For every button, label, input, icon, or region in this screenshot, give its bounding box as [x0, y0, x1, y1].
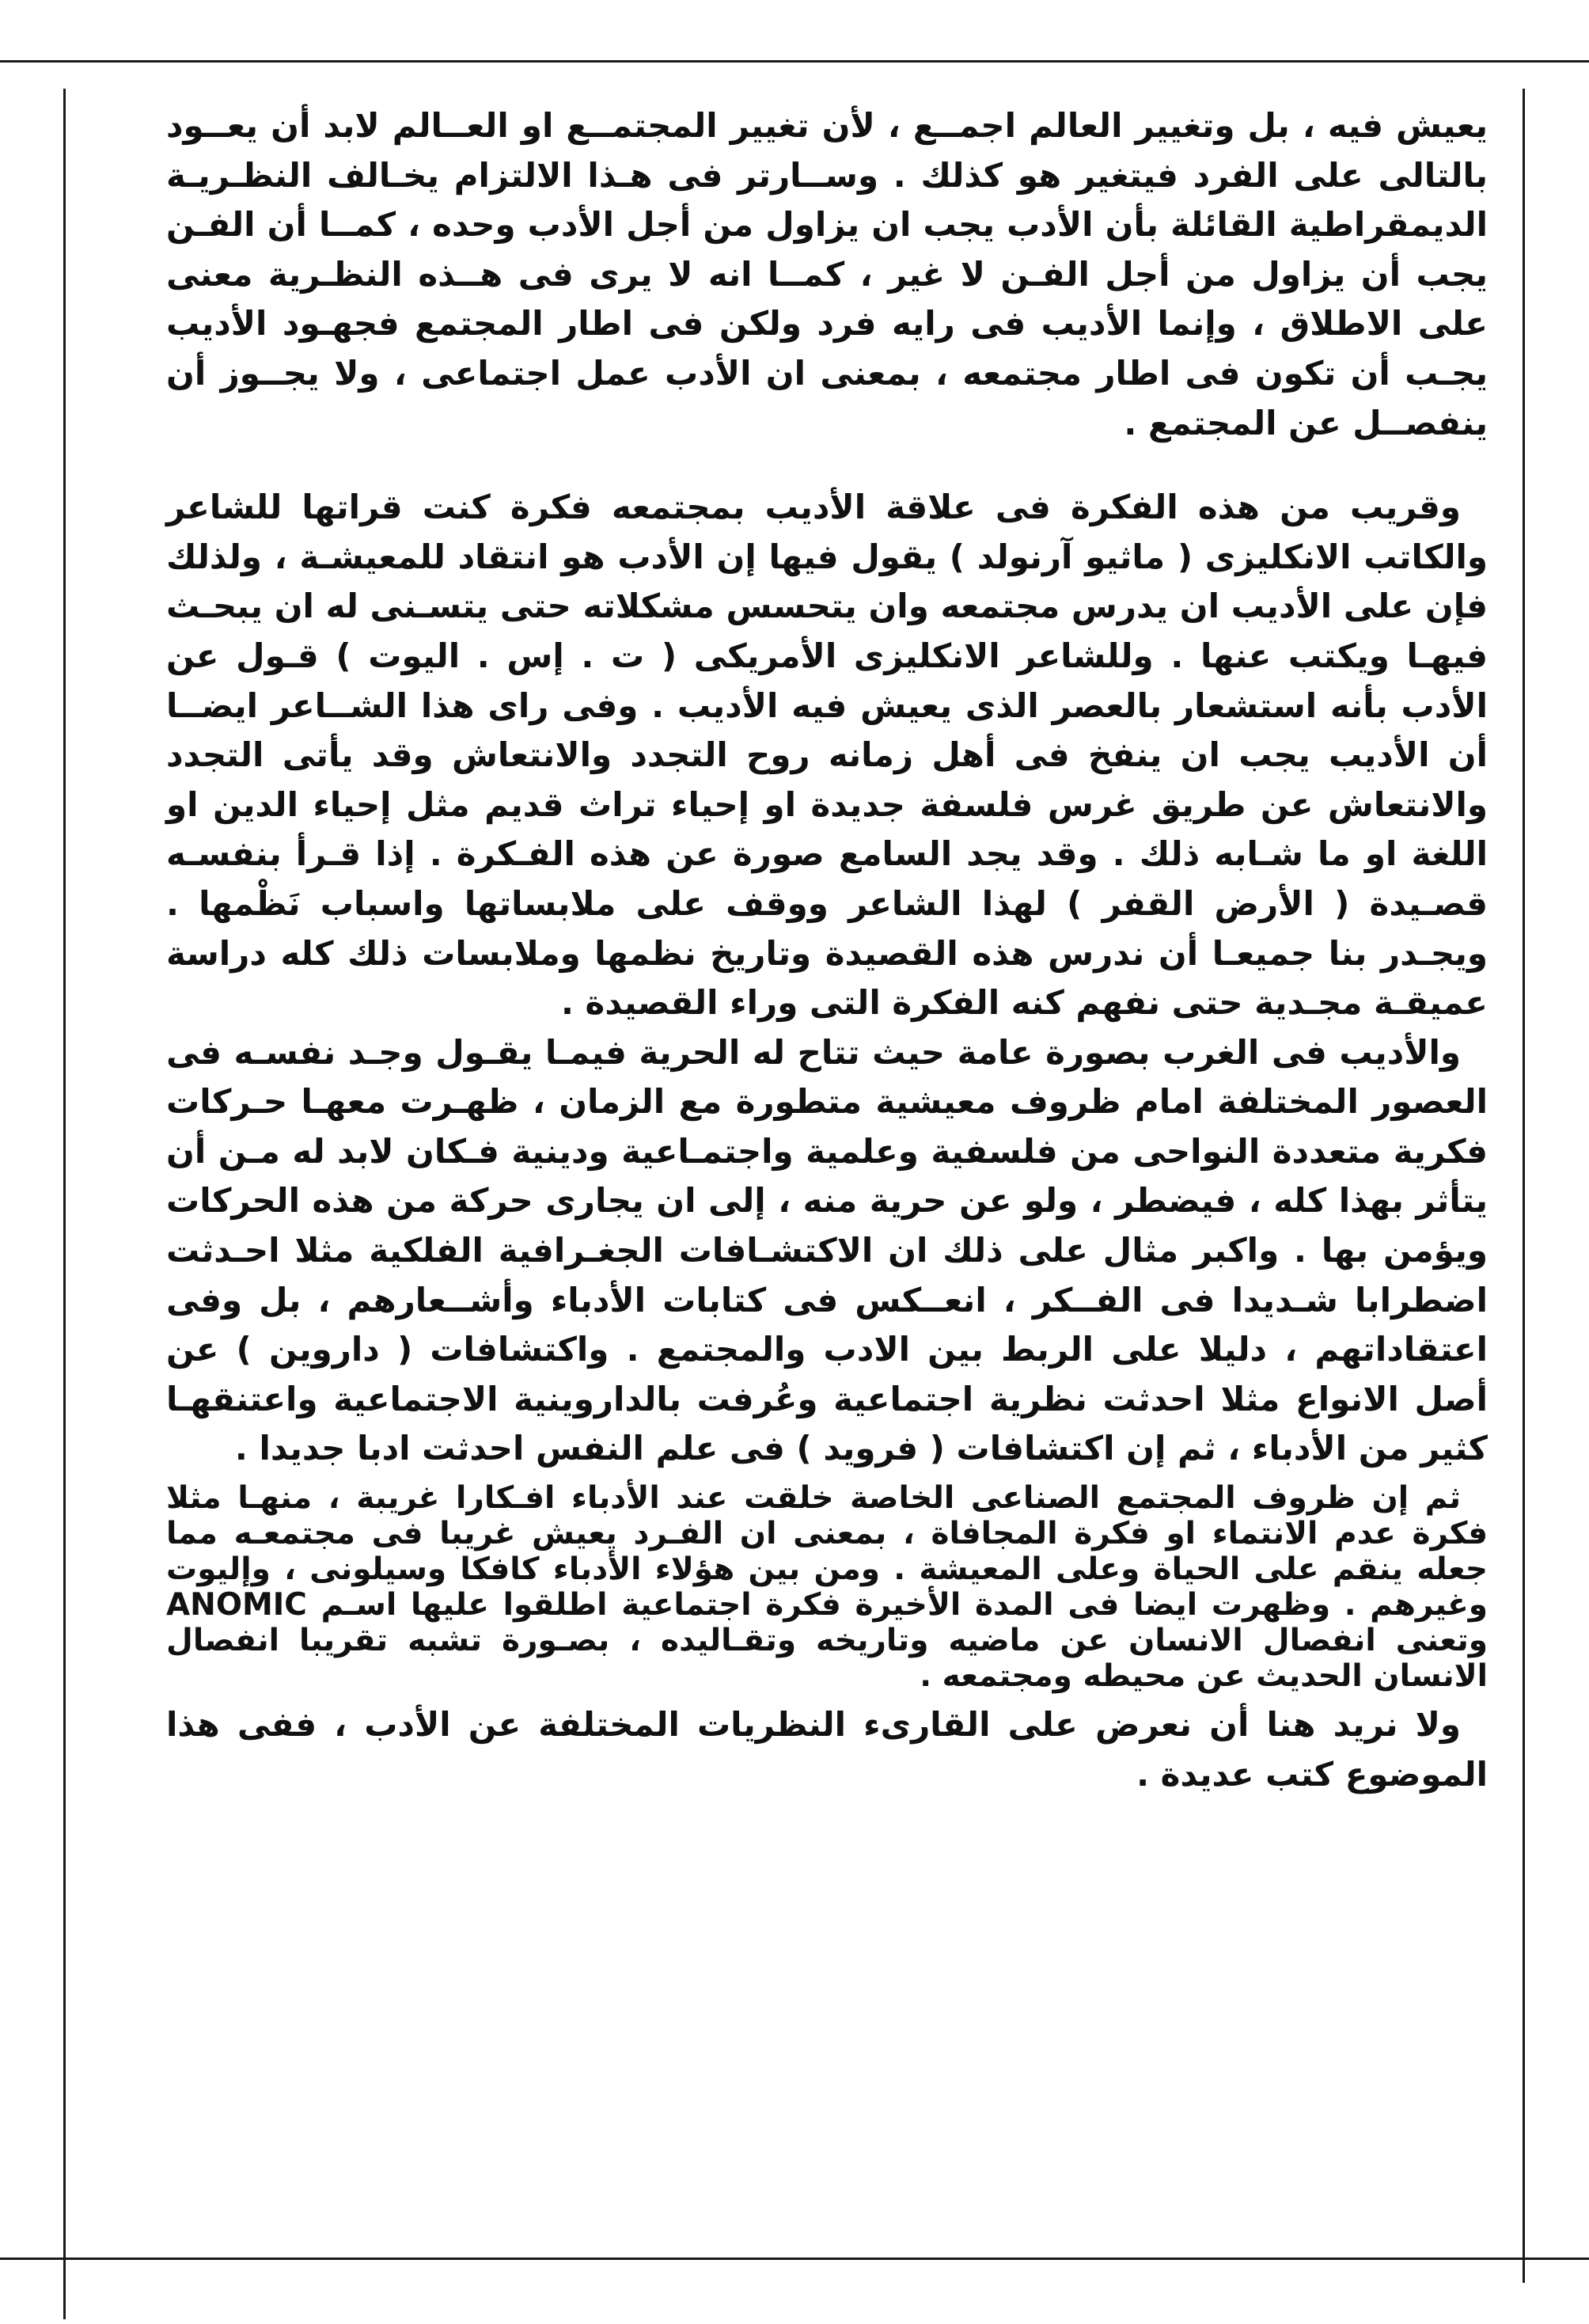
top-rule [0, 60, 1589, 63]
bottom-rule [0, 2258, 1589, 2260]
right-margin-rule [1523, 89, 1525, 2283]
paragraph-4: ثم إن ظروف المجتمع الصناعى الخاصة خلقت عند الأدباء افـكارا غريبة ، منهـا مثلا فكرة عدم الانتماء او فكرة المجافاة ، بمعنى ان الفـرد يعيش غريبا فى مجتمعـه مما جعله ينقم على الحياة وعلى المعيشة . ومن بين هؤلاء الأدباء كافكا وسيلونى ، وإليوت وغيرهم . وظهرت ايضا فى المدة الأخيرة فكرة اجتماعية اطلقوا عليها اسـم ANOMIC وتعنى انفصال الانسان عن ماضيه وتاريخه وتقـاليده ، بصـورة تشبه تقريبا انفصال الانسان الحديث عن محيطه ومجتمعه . [166, 1480, 1488, 1695]
paragraph-1: يعيش فيه ، بل وتغيير العالم اجمــع ، لأن تغيير المجتمــع او العــالم لابد أن يعــود بالتالى على الفرد فيتغير هو كذلك . وســارتر فى هـذا الالتزام يخـالف النظـريـة الديمقراطية القائلة بأن الأدب يجب ان يزاول من أجل الأدب وحده ، كمــا أن الفـن يجب أن يزاول من أجل الفـن لا غير ، كمــا انه لا يرى فى هــذه النظـرية معنى على الاطلاق ، وإنما الأديب فى رايه فرد ولكن فى اطار المجتمع فجهـود الأديب يجـب أن تكون فى اطار مجتمعه ، بمعنى ان الأدب عمل اجتماعى ، ولا يجــوز أن ينفصــل عن المجتمع . [166, 106, 1488, 442]
left-margin-rule [63, 89, 66, 2319]
page-body [166, 101, 1488, 1799]
paragraph-3: والأديب فى الغرب بصورة عامة حيث تتاح له الحرية فيمـا يقـول وجـد نفسـه فى العصور المختلفة امام ظروف معيشية متطورة مع الزمان ، ظهـرت معهـا حـركات فكرية متعددة النواحى من فلسفية وعلمية واجتمـاعية ودينية فـكان لابد له مـن أن يتأثر بهذا كله ، فيضطر ، ولو عن حرية منه ، إلى ان يجارى حركة من هذه الحركات ويؤمن بها . واكبر مثال على ذلك ان الاكتشـافات الجغـرافية الفلكية مثلا احـدثت اضطرابا شـديدا فى الفــكر ، انعــكس فى كتابات الأدباء وأشــعارهم ، بل وفى اعتقاداتهم ، دليلا على الربط بين الادب والمجتمع . واكتشافات ( داروين ) عن أصل الانواع مثلا احدثت نظرية اجتماعية وعُرفت بالداروينية الاجتماعية واعتنقهـا كثير من الأدباء ، ثم إن اكتشافات ( فرويد ) فى علم النفس احدثت ادبا جديدا . [166, 1032, 1488, 1468]
paragraph-2: وقريب من هذه الفكرة فى علاقة الأديب بمجتمعه فكرة كنت قراتها للشاعر والكاتب الانكليزى ( ماثيو آرنولد ) يقول فيها إن الأدب هو انتقاد للمعيشـة ، ولذلك فإن على الأديب ان يدرس مجتمعه وان يتحسس مشكلاته حتى يتسـنى له ان يبحـث فيهـا ويكتب عنها . وللشاعر الانكليزى الأمريكى ( ت . إس . اليوت ) قـول عن الأدب بأنه استشعار بالعصر الذى يعيش فيه الأديب . وفى راى هذا الشــاعر ايضــا أن الأديب يجب ان ينفخ فى أهل زمانه روح التجدد والانتعاش وقد يأتى التجدد والانتعاش عن طريق غرس فلسفة جديدة او إحياء تراث قديم مثل إحياء الدين او اللغة او ما شـابه ذلك . وقد يجد السامع صورة عن هذه الفـكرة . إذا قـرأ بنفسـه قصـيدة ( الأرض القفر ) لهذا الشاعر ووقف على ملابساتها واسباب نَظْمها . ويجـدر بنا جميعـا أن ندرس هذه القصيدة وتاريخ نظمها وملابسات ذلك كله دراسة عميقـة مجـدية حتى نفهم كنه الفكرة التى وراء القصيدة . [166, 488, 1488, 1023]
paragraph-5: ولا نريد هنا أن نعرض على القارىء النظريات المختلفة عن الأدب ، ففى هذا الموضوع كتب عديدة . [166, 1705, 1488, 1794]
